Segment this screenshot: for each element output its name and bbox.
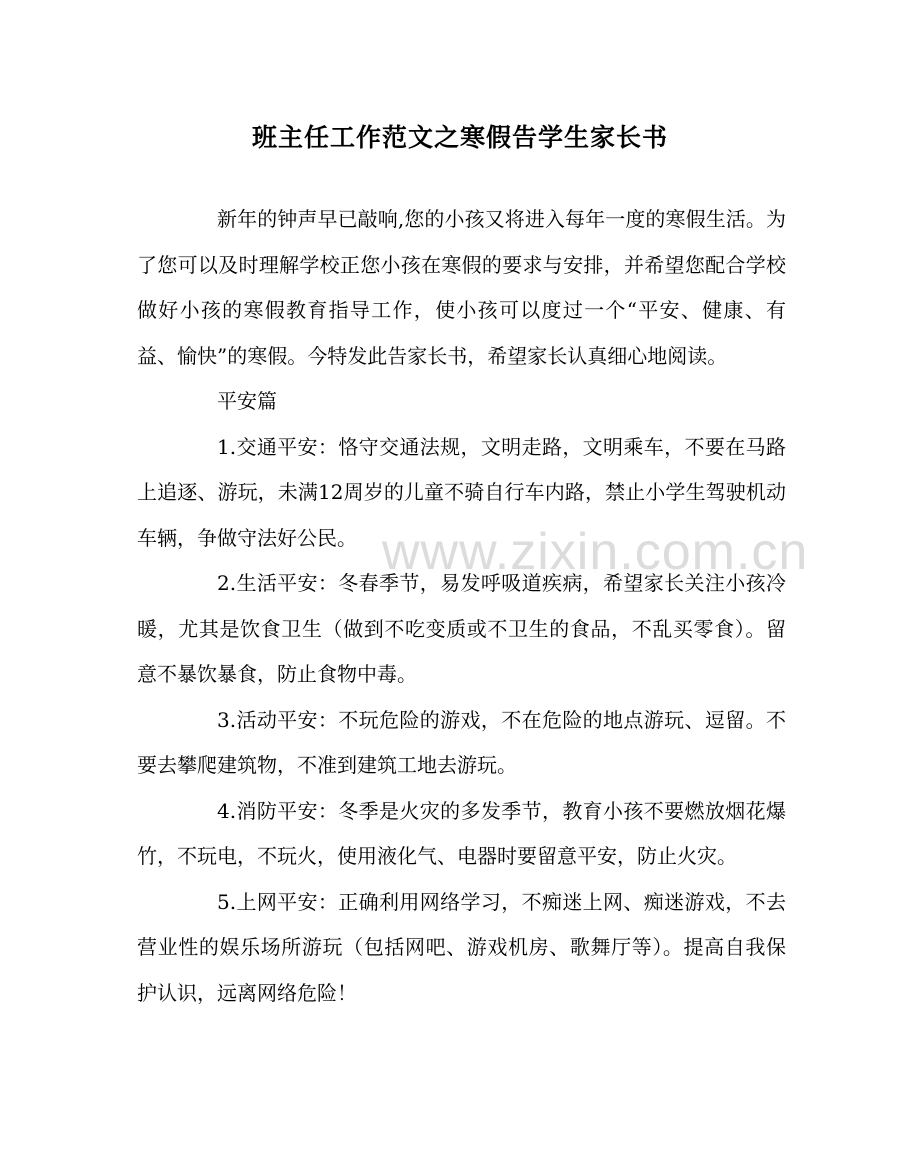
watermark: www.zixin.com.cn <box>382 523 809 581</box>
item-internet-safety: 5.上网平安：正确利用网络学习，不痴迷上网、痴迷游戏，不去营业性的娱乐场所游玩（包括网吧、游戏机房、歌舞厅等）。提高自我保护认识，远离网络危险！ <box>137 889 786 1005</box>
item-activity-safety: 3.活动平安：不玩危险的游戏，不在危险的地点游玩、逗留。不要去攀爬建筑物，不准到建筑工地去游玩。 <box>137 707 786 777</box>
document-body <box>137 197 786 1016</box>
intro-paragraph: 新年的钟声早已敲响,您的小孩又将进入每年一度的寒假生活。为了您可以及时理解学校正您小孩在寒假的要求与安排，并希望您配合学校做好小孩的寒假教育指导工作，使小孩可以度过一个“平安、健康、有益、愉快”的寒假。今特发此告家长书，希望家长认真细心地阅读。 <box>137 207 786 368</box>
item-fire-safety: 4.消防平安：冬季是火灾的多发季节，教育小孩不要燃放烟花爆竹，不玩电，不玩火，使用液化气、电器时要留意平安，防止火灾。 <box>137 798 786 868</box>
document-title: 班主任工作范文之寒假告学生家长书 <box>251 123 668 152</box>
item-life-safety: 2.生活平安：冬春季节，易发呼吸道疾病，希望家长关注小孩冷暖，尤其是饮食卫生（做到不吃变质或不卫生的食品，不乱买零食）。留意不暴饮暴食，防止食物中毒。 <box>137 571 786 686</box>
section-heading: 平安篇 <box>217 389 277 413</box>
item-traffic-safety: 1.交通平安：恪守交通法规，文明走路，文明乘车，不要在马路上追逐、游玩，未满12周岁的儿童不骑自行车内路，禁止小学生驾驶机动车辆，争做守法好公民。 <box>137 434 786 550</box>
